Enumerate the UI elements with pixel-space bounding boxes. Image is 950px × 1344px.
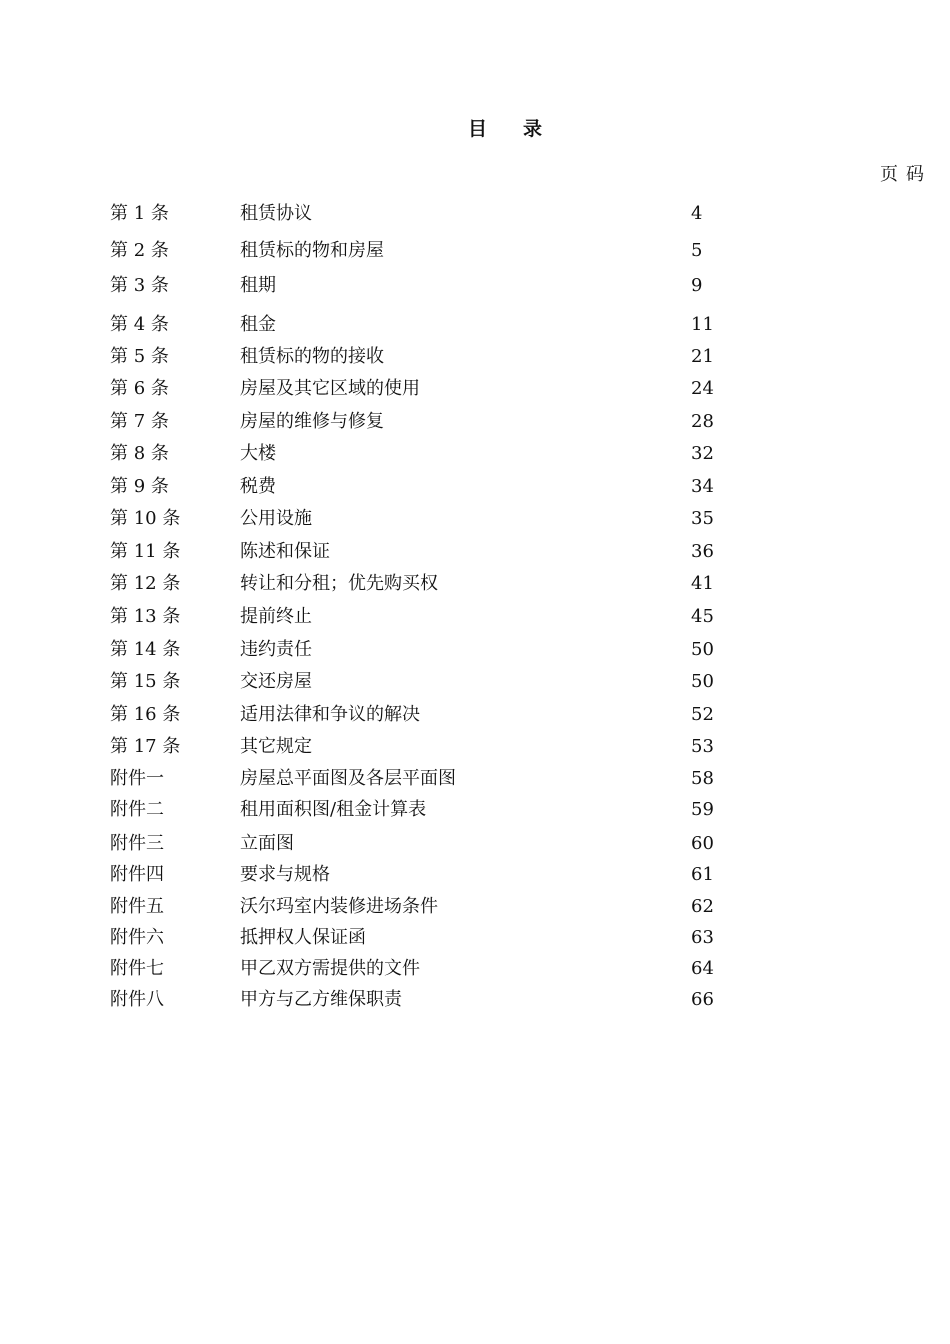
toc-entry-page: 28 [691, 411, 714, 432]
toc-entry[interactable] [0, 668, 950, 696]
toc-entry-number: 第 6 条 [110, 378, 169, 399]
toc-entry-title: 甲乙双方需提供的文件 [240, 958, 420, 979]
toc-entry-page: 9 [691, 275, 703, 296]
toc-entry-number: 第 7 条 [110, 411, 169, 432]
toc-entry-number: 第 11 条 [110, 541, 181, 562]
toc-entry[interactable] [0, 603, 950, 631]
toc-entry-page: 11 [691, 314, 714, 335]
toc-entry[interactable] [0, 570, 950, 598]
toc-entry-number: 附件二 [110, 799, 164, 820]
toc-entry-title: 房屋的维修与修复 [240, 411, 384, 432]
toc-entry-page: 45 [691, 606, 714, 627]
toc-entry[interactable] [0, 408, 950, 436]
toc-entry-number: 第 2 条 [110, 240, 169, 261]
toc-entry-page: 24 [691, 378, 714, 399]
toc-entry[interactable] [0, 765, 950, 793]
toc-entry[interactable] [0, 311, 950, 339]
toc-entry-title: 甲方与乙方维保职责 [240, 989, 402, 1010]
toc-entry[interactable] [0, 636, 950, 664]
toc-entry-number: 第 5 条 [110, 346, 169, 367]
toc-entry-title: 立面图 [240, 833, 294, 854]
toc-entry-page: 62 [691, 896, 714, 917]
toc-entry-number: 第 14 条 [110, 639, 181, 660]
toc-entry-title: 要求与规格 [240, 864, 330, 885]
toc-entry-page: 63 [691, 927, 714, 948]
toc-entry[interactable] [0, 701, 950, 729]
toc-entry-title: 房屋总平面图及各层平面图 [240, 768, 456, 789]
toc-entry-number: 第 1 条 [110, 203, 169, 224]
toc-entry-number: 第 17 条 [110, 736, 181, 757]
toc-entry-title: 提前终止 [240, 606, 312, 627]
toc-entry-number: 附件七 [110, 958, 164, 979]
toc-entry-title: 大楼 [240, 443, 276, 464]
toc-entry-number: 第 16 条 [110, 704, 181, 725]
toc-entry-title: 税费 [240, 476, 276, 497]
toc-entry-number: 附件六 [110, 927, 164, 948]
toc-entry-page: 60 [691, 833, 714, 854]
toc-entry-title: 公用设施 [240, 508, 312, 529]
toc-entry[interactable] [0, 343, 950, 371]
toc-entry-page: 32 [691, 443, 714, 464]
toc-entry[interactable] [0, 796, 950, 824]
toc-entry-title: 租赁标的物和房屋 [240, 240, 384, 261]
toc-entry-number: 第 9 条 [110, 476, 169, 497]
toc-entry-title: 抵押权人保证函 [240, 927, 366, 948]
toc-entry-title: 违约责任 [240, 639, 312, 660]
toc-entry[interactable] [0, 830, 950, 858]
toc-entry-page: 52 [691, 704, 714, 725]
toc-entry-number: 第 12 条 [110, 573, 181, 594]
toc-entry-number: 第 8 条 [110, 443, 169, 464]
toc-entry-title: 其它规定 [240, 736, 312, 757]
toc-entry[interactable] [0, 473, 950, 501]
toc-entry-title: 陈述和保证 [240, 541, 330, 562]
toc-entry-number: 附件一 [110, 768, 164, 789]
toc-entry-title: 沃尔玛室内装修进场条件 [240, 896, 438, 917]
toc-entry-page: 41 [691, 573, 714, 594]
toc-entry-number: 附件八 [110, 989, 164, 1010]
toc-entry-page: 64 [691, 958, 714, 979]
toc-entry[interactable] [0, 538, 950, 566]
toc-entry-title: 租用面积图/租金计算表 [240, 799, 427, 820]
page-number-column-label: 页码 [880, 164, 932, 185]
toc-entry-page: 58 [691, 768, 714, 789]
toc-entry-page: 61 [691, 864, 714, 885]
toc-entry-number: 第 15 条 [110, 671, 181, 692]
toc-entry-page: 4 [691, 203, 703, 224]
toc-entry-page: 50 [691, 671, 714, 692]
toc-entry[interactable] [0, 375, 950, 403]
toc-entry[interactable] [0, 861, 950, 889]
toc-entry[interactable] [0, 200, 950, 228]
toc-entry-number: 第 10 条 [110, 508, 181, 529]
toc-entry[interactable] [0, 986, 950, 1014]
toc-entry-title: 转让和分租；优先购买权 [240, 573, 438, 594]
toc-entry-page: 35 [691, 508, 714, 529]
toc-entry[interactable] [0, 272, 950, 300]
toc-entry[interactable] [0, 733, 950, 761]
toc-entry[interactable] [0, 955, 950, 983]
toc-entry[interactable] [0, 924, 950, 952]
toc-entry-page: 5 [691, 240, 703, 261]
toc-entry-title: 租金 [240, 314, 276, 335]
toc-entry-title: 租赁协议 [240, 203, 312, 224]
toc-entry-page: 34 [691, 476, 714, 497]
toc-entry[interactable] [0, 893, 950, 921]
toc-entry-number: 第 3 条 [110, 275, 169, 296]
title-part-2: 录 [523, 118, 543, 140]
toc-entry[interactable] [0, 440, 950, 468]
toc-entry-page: 36 [691, 541, 714, 562]
toc-entry-title: 房屋及其它区域的使用 [240, 378, 420, 399]
toc-entry[interactable] [0, 237, 950, 265]
toc-entry[interactable] [0, 505, 950, 533]
toc-entry-number: 第 4 条 [110, 314, 169, 335]
title-part-1: 目 [467, 118, 487, 140]
toc-entry-number: 附件四 [110, 864, 164, 885]
toc-entry-page: 53 [691, 736, 714, 757]
toc-entry-title: 租赁标的物的接收 [240, 346, 384, 367]
toc-entry-title: 交还房屋 [240, 671, 312, 692]
toc-entry-title: 适用法律和争议的解决 [240, 704, 420, 725]
toc-entry-page: 21 [691, 346, 714, 367]
toc-entry-number: 附件五 [110, 896, 164, 917]
toc-entry-page: 66 [691, 989, 714, 1010]
toc-entry-title: 租期 [240, 275, 276, 296]
toc-entry-number: 第 13 条 [110, 606, 181, 627]
toc-entry-page: 59 [691, 799, 714, 820]
toc-entry-page: 50 [691, 639, 714, 660]
toc-entry-number: 附件三 [110, 833, 164, 854]
